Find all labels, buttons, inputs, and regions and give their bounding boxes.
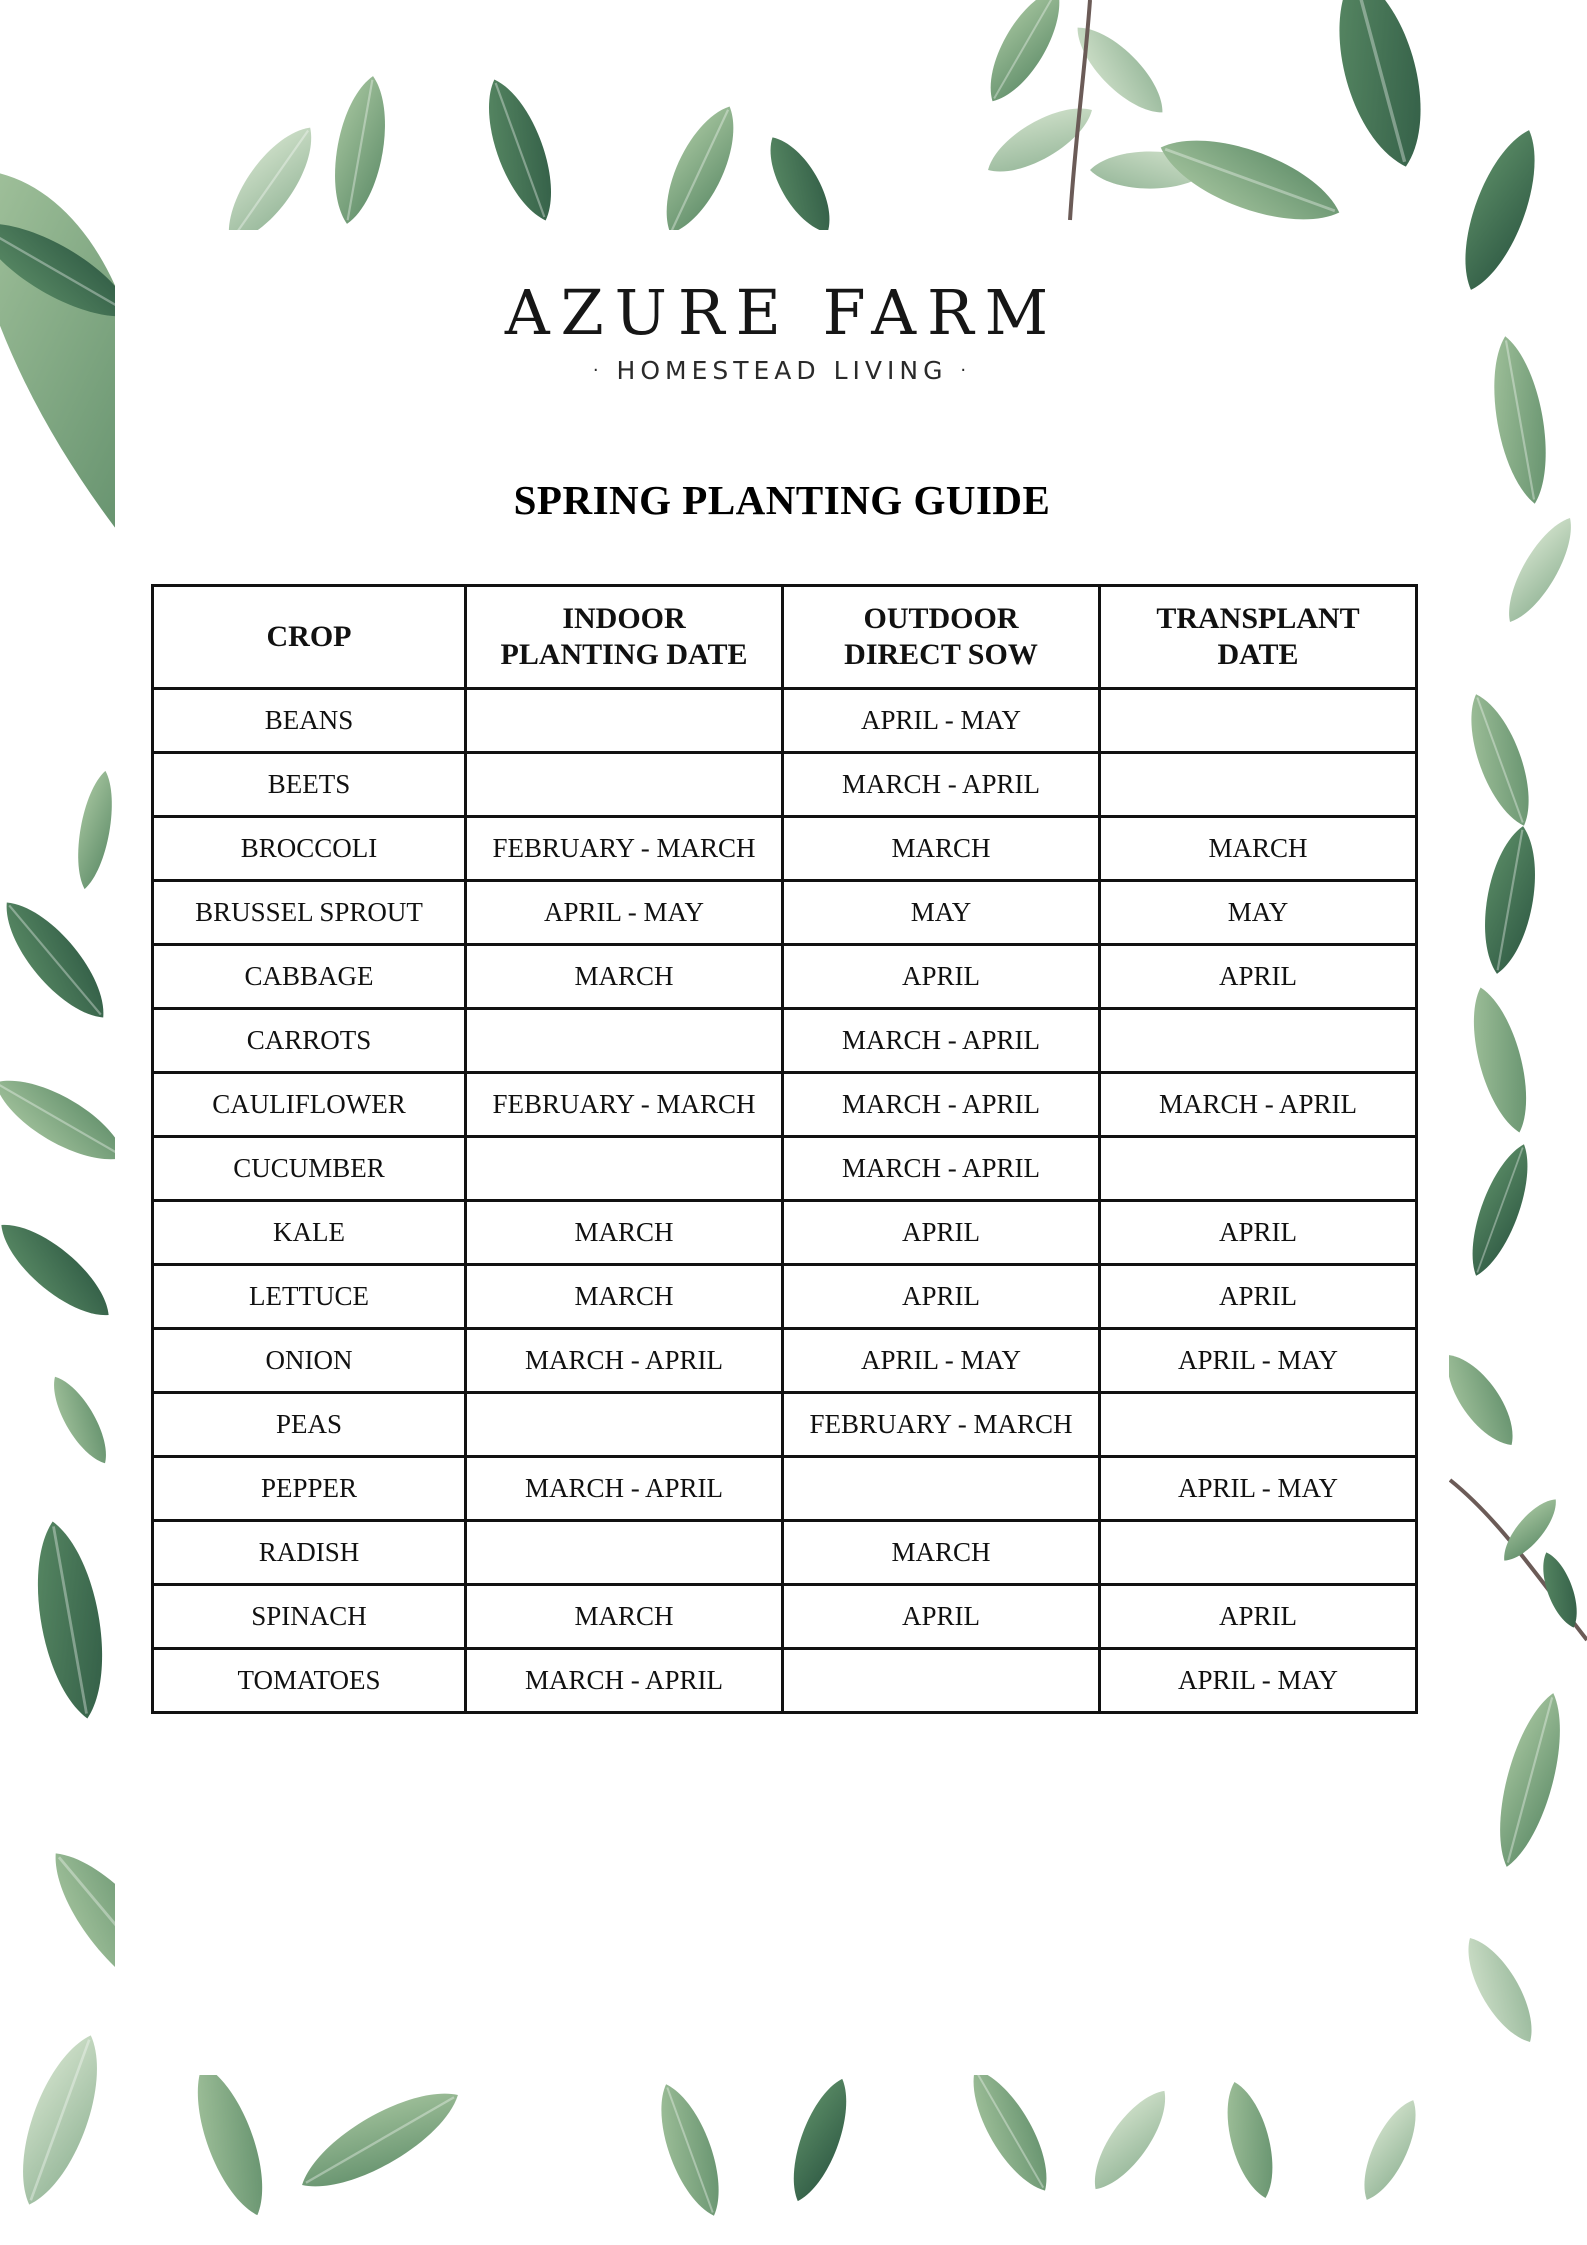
- outdoor-cell: APRIL - MAY: [783, 689, 1100, 753]
- tagline-dot-left: ·: [592, 360, 604, 381]
- indoor-cell: [466, 689, 783, 753]
- brand-tagline-row: [115, 351, 1449, 391]
- crop-cell: SPINACH: [153, 1585, 466, 1649]
- table-row: [153, 1201, 1417, 1265]
- transplant-cell: [1100, 1521, 1417, 1585]
- brand-logo: [115, 275, 1449, 391]
- indoor-cell: [466, 1009, 783, 1073]
- table-row: [153, 1137, 1417, 1201]
- tagline-dot-right: ·: [960, 360, 972, 381]
- transplant-cell: [1100, 1137, 1417, 1201]
- crop-cell: PEPPER: [153, 1457, 466, 1521]
- crop-cell: BEETS: [153, 753, 466, 817]
- transplant-cell: APRIL: [1100, 945, 1417, 1009]
- indoor-cell: MARCH - APRIL: [466, 1329, 783, 1393]
- leaf-cluster-right: [1433, 687, 1587, 2051]
- transplant-cell: [1100, 1009, 1417, 1073]
- outdoor-cell: MARCH: [783, 817, 1100, 881]
- transplant-cell: [1100, 1393, 1417, 1457]
- crop-cell: BEANS: [153, 689, 466, 753]
- crop-cell: CABBAGE: [153, 945, 466, 1009]
- header-crop: CROP: [153, 586, 466, 689]
- indoor-cell: [466, 1137, 783, 1201]
- indoor-cell: [466, 1521, 783, 1585]
- indoor-cell: FEBRUARY - MARCH: [466, 1073, 783, 1137]
- table-row: [153, 753, 1417, 817]
- table-row: [153, 817, 1417, 881]
- indoor-cell: MARCH: [466, 1201, 783, 1265]
- crop-cell: CARROTS: [153, 1009, 466, 1073]
- table-row: [153, 1521, 1417, 1585]
- table-row: [153, 881, 1417, 945]
- header-outdoor-direct-sow: OUTDOOR DIRECT SOW: [783, 586, 1100, 689]
- header-transplant-date: TRANSPLANT DATE: [1100, 586, 1417, 689]
- table-row: [153, 1457, 1417, 1521]
- table-row: [153, 1265, 1417, 1329]
- transplant-cell: MAY: [1100, 881, 1417, 945]
- crop-cell: CUCUMBER: [153, 1137, 466, 1201]
- table-header-row: [153, 586, 1417, 689]
- crop-cell: TOMATOES: [153, 1649, 466, 1713]
- page-title: SPRING PLANTING GUIDE: [513, 477, 1051, 523]
- transplant-cell: [1100, 753, 1417, 817]
- planting-guide-card: [115, 230, 1449, 2075]
- outdoor-cell: [783, 1649, 1100, 1713]
- outdoor-cell: APRIL: [783, 1585, 1100, 1649]
- brand-name: AZURE FARM: [504, 276, 1060, 349]
- indoor-cell: MARCH: [466, 945, 783, 1009]
- crop-cell: ONION: [153, 1329, 466, 1393]
- table-row: [153, 1649, 1417, 1713]
- outdoor-cell: MARCH - APRIL: [783, 1009, 1100, 1073]
- header-indoor-planting-date: INDOOR PLANTING DATE: [466, 586, 783, 689]
- outdoor-cell: MARCH - APRIL: [783, 753, 1100, 817]
- indoor-cell: [466, 753, 783, 817]
- transplant-cell: APRIL - MAY: [1100, 1329, 1417, 1393]
- transplant-cell: APRIL - MAY: [1100, 1649, 1417, 1713]
- indoor-cell: FEBRUARY - MARCH: [466, 817, 783, 881]
- transplant-cell: APRIL: [1100, 1585, 1417, 1649]
- outdoor-cell: MAY: [783, 881, 1100, 945]
- transplant-cell: APRIL: [1100, 1201, 1417, 1265]
- outdoor-cell: APRIL: [783, 945, 1100, 1009]
- indoor-cell: MARCH: [466, 1585, 783, 1649]
- crop-cell: BROCCOLI: [153, 817, 466, 881]
- indoor-cell: MARCH - APRIL: [466, 1649, 783, 1713]
- crop-cell: RADISH: [153, 1521, 466, 1585]
- indoor-cell: [466, 1393, 783, 1457]
- outdoor-cell: APRIL: [783, 1201, 1100, 1265]
- transplant-cell: [1100, 689, 1417, 753]
- transplant-cell: MARCH - APRIL: [1100, 1073, 1417, 1137]
- outdoor-cell: APRIL - MAY: [783, 1329, 1100, 1393]
- crop-cell: PEAS: [153, 1393, 466, 1457]
- outdoor-cell: APRIL: [783, 1265, 1100, 1329]
- crop-cell: BRUSSEL SPROUT: [153, 881, 466, 945]
- indoor-cell: MARCH - APRIL: [466, 1457, 783, 1521]
- table-row: [153, 1073, 1417, 1137]
- outdoor-cell: [783, 1457, 1100, 1521]
- transplant-cell: APRIL: [1100, 1265, 1417, 1329]
- indoor-cell: APRIL - MAY: [466, 881, 783, 945]
- outdoor-cell: MARCH - APRIL: [783, 1137, 1100, 1201]
- crop-cell: CAULIFLOWER: [153, 1073, 466, 1137]
- table-row: [153, 1329, 1417, 1393]
- crop-cell: LETTUCE: [153, 1265, 466, 1329]
- outdoor-cell: MARCH - APRIL: [783, 1073, 1100, 1137]
- table-row: [153, 1009, 1417, 1073]
- crop-cell: KALE: [153, 1201, 466, 1265]
- table-row: [153, 1585, 1417, 1649]
- brand-tagline: HOMESTEAD LIVING: [616, 356, 948, 385]
- leaf-cluster-bottom: [290, 2059, 1429, 2223]
- transplant-cell: APRIL - MAY: [1100, 1457, 1417, 1521]
- outdoor-cell: MARCH: [783, 1521, 1100, 1585]
- indoor-cell: MARCH: [466, 1265, 783, 1329]
- table-row: [153, 1393, 1417, 1457]
- table-row: [153, 945, 1417, 1009]
- transplant-cell: MARCH: [1100, 817, 1417, 881]
- planting-table: [151, 584, 1418, 1714]
- table-row: [153, 689, 1417, 753]
- outdoor-cell: FEBRUARY - MARCH: [783, 1393, 1100, 1457]
